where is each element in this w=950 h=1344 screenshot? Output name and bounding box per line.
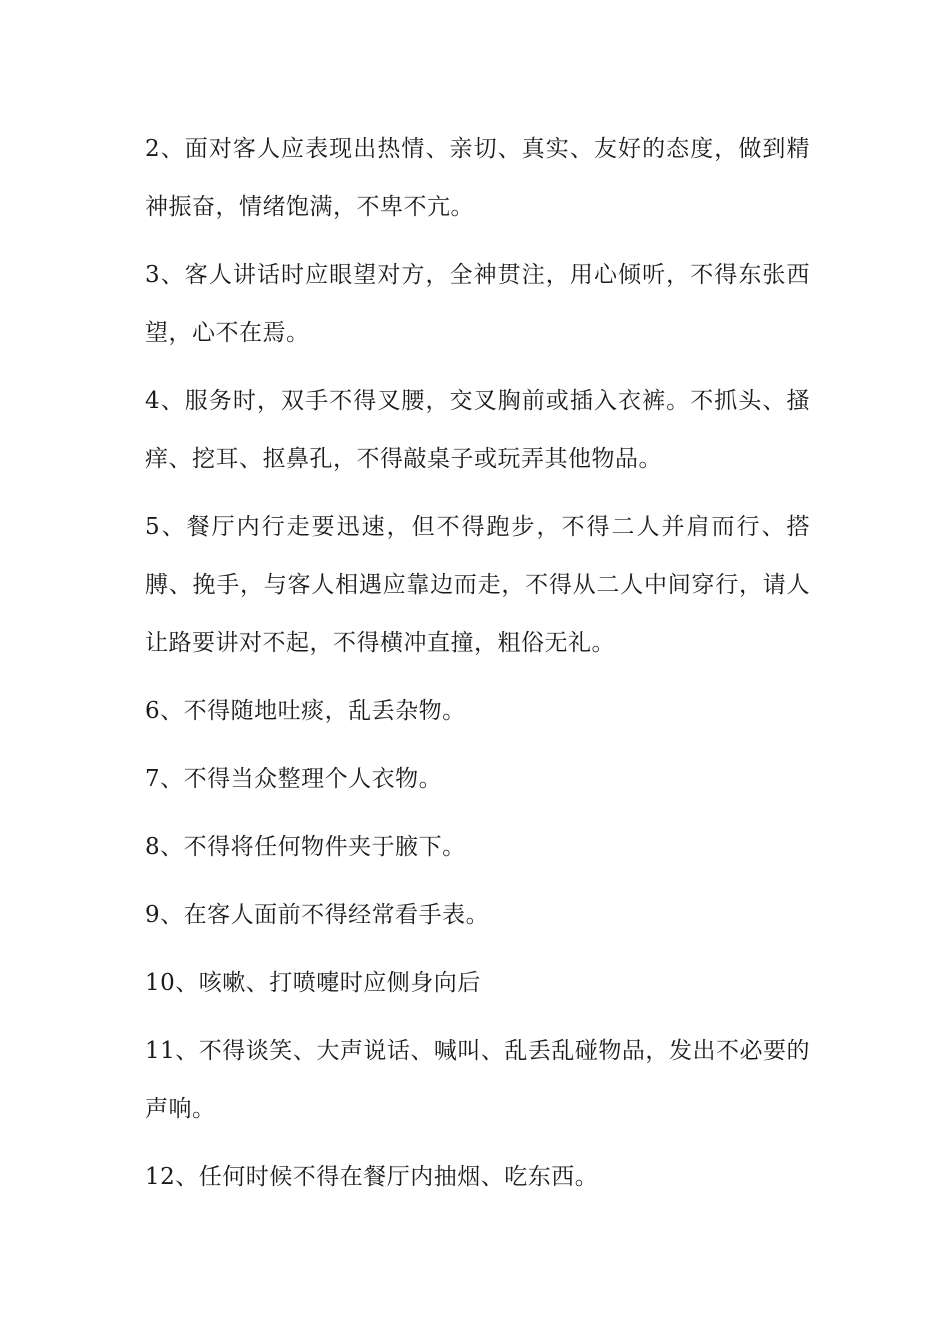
paragraph-item-5: 5、餐厅内行走要迅速，但不得跑步，不得二人并肩而行、搭膊、挽手，与客人相遇应靠边而走，不得从二人中间穿行，请人让路要讲对不起，不得横冲直撞，粗俗无礼。 [145,514,810,656]
paragraph-item-2: 2、面对客人应表现出热情、亲切、真实、友好的态度，做到精神振奋，情绪饱满，不卑不亢。 [145,136,810,220]
paragraph-item-10: 10、咳嗽、打喷嚏时应侧身向后 [145,970,481,996]
paragraph-item-7: 7、不得当众整理个人衣物。 [145,766,443,792]
paragraph-item-4: 4、服务时，双手不得叉腰，交叉胸前或插入衣裤。不抓头、搔痒、挖耳、抠鼻孔，不得敲桌子或玩弄其他物品。 [145,388,810,472]
paragraph-item-9: 9、在客人面前不得经常看手表。 [145,902,490,928]
paragraph-item-3: 3、客人讲话时应眼望对方，全神贯注，用心倾听，不得东张西望，心不在焉。 [145,262,810,346]
paragraph-item-8: 8、不得将任何物件夹于腋下。 [145,834,466,860]
document-body [145,120,810,1216]
paragraph-item-12: 12、任何时候不得在餐厅内抽烟、吃东西。 [145,1164,599,1190]
paragraph-item-11: 11、不得谈笑、大声说话、喊叫、乱丢乱碰物品，发出不必要的声响。 [145,1038,810,1122]
paragraph-item-6: 6、不得随地吐痰，乱丢杂物。 [145,698,466,724]
